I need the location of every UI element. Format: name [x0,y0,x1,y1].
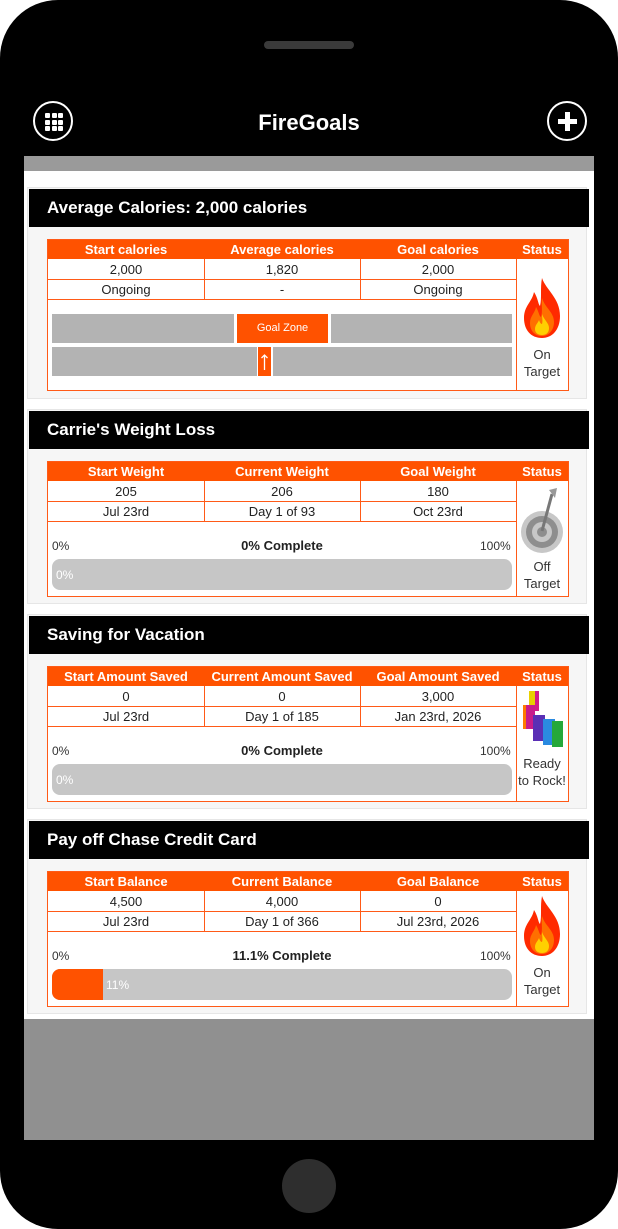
current-value: 4,000 [265,894,299,909]
min-label: 0% [52,949,70,963]
phone-speaker [264,41,354,49]
goal-table [47,666,569,802]
min-label: 0% [52,539,70,553]
goal-card[interactable] [27,409,587,604]
column-header: Goal Balance [396,874,480,889]
start-value: 2,000 [109,262,143,277]
home-button[interactable] [282,1159,336,1213]
start-value: 0 [122,689,130,704]
top-strip [24,156,594,171]
goal-value: 3,000 [421,689,455,704]
goal-title[interactable]: Pay off Chase Credit Card [29,821,589,859]
complete-label: 0% Complete [241,743,323,758]
start-date: Jul 23rd [102,504,150,519]
goal-list [24,171,594,1019]
goal-table [47,461,569,597]
complete-label: 0% Complete [241,538,323,553]
goal-zone: Goal Zone [237,314,328,343]
goal-date: Jul 23rd, 2026 [396,914,480,929]
goal-table [47,871,569,1007]
current-value: 0 [278,689,286,704]
status-line-1: On [533,347,551,362]
column-header: Current Amount Saved [211,669,353,684]
complete-label: 11.1% Complete [232,948,332,963]
status-cell [516,894,568,998]
column-header: Start Amount Saved [64,669,188,684]
current-value: 1,820 [265,262,299,277]
progress-label: 11% [106,978,130,992]
goal-table [47,239,569,391]
column-header: Goal Amount Saved [376,669,500,684]
current-day: Day 1 of 366 [245,914,319,929]
current-day: - [279,282,285,297]
column-header: Goal Weight [400,464,476,479]
current-day: Day 1 of 93 [248,504,316,519]
goal-date: Oct 23rd [413,504,463,519]
status-line-2: Target [523,576,561,591]
column-header: Start Balance [84,874,168,889]
start-date: Jul 23rd [102,709,150,724]
min-label: 0% [52,744,70,758]
range-above [331,314,512,343]
average-indicator [258,347,271,376]
progress-label: 0% [56,568,74,582]
start-value: 4,500 [109,894,143,909]
start-date: Jul 23rd [102,914,150,929]
start-date: Ongoing [101,282,151,297]
range-below [52,314,234,343]
max-label: 100% [480,744,511,758]
goal-card[interactable] [27,187,587,399]
progress-bar [52,559,512,590]
max-label: 100% [480,949,511,963]
goal-title[interactable]: Average Calories: 2,000 calories [29,189,589,227]
status-line-2: Target [523,982,561,997]
start-value: 205 [115,484,137,499]
off-target-icon [519,484,565,554]
column-header: Status [522,464,562,479]
status-cell [516,276,568,380]
goal-value: 2,000 [421,262,455,277]
plus-icon [558,112,576,130]
goal-card[interactable] [27,614,587,809]
current-value: 206 [271,484,293,499]
progress-label: 0% [56,773,74,787]
indicator-track-left [52,347,257,376]
goal-card[interactable] [27,819,587,1014]
app-header [24,94,594,156]
column-header: Current Balance [231,874,333,889]
add-goal-button[interactable] [547,101,587,141]
status-line-1: On [533,965,551,980]
column-header: Average calories [230,242,334,257]
status-cell [516,484,568,592]
indicator-track-right [273,347,512,376]
progress-bar [52,969,512,1000]
status-line-2: to Rock! [518,773,566,788]
goal-date: Ongoing [413,282,463,297]
column-header: Status [522,242,562,257]
fire-icon [520,276,564,342]
current-day: Day 1 of 185 [245,709,319,724]
status-line-1: Off [533,559,551,574]
goal-value: 0 [434,894,442,909]
column-header: Status [522,669,562,684]
progress-bar [52,764,512,795]
fire-icon [520,894,564,960]
goal-title[interactable]: Carrie's Weight Loss [29,411,589,449]
status-cell [516,689,568,789]
column-header: Goal calories [397,242,479,257]
goal-value: 180 [427,484,449,499]
arrow-up-icon [258,347,271,376]
column-header: Start Weight [87,464,165,479]
column-header: Current Weight [235,464,329,479]
column-header: Status [522,874,562,889]
goal-date: Jan 23rd, 2026 [394,709,482,724]
goal-title[interactable]: Saving for Vacation [29,616,589,654]
progress-fill [52,969,103,1000]
status-line-2: Target [523,364,561,379]
status-line-1: Ready [523,756,561,771]
app-screen[interactable] [24,156,594,1140]
color-blocks-icon [519,689,565,751]
column-header: Start calories [84,242,168,257]
max-label: 100% [480,539,511,553]
app-title: FireGoals [258,110,360,135]
